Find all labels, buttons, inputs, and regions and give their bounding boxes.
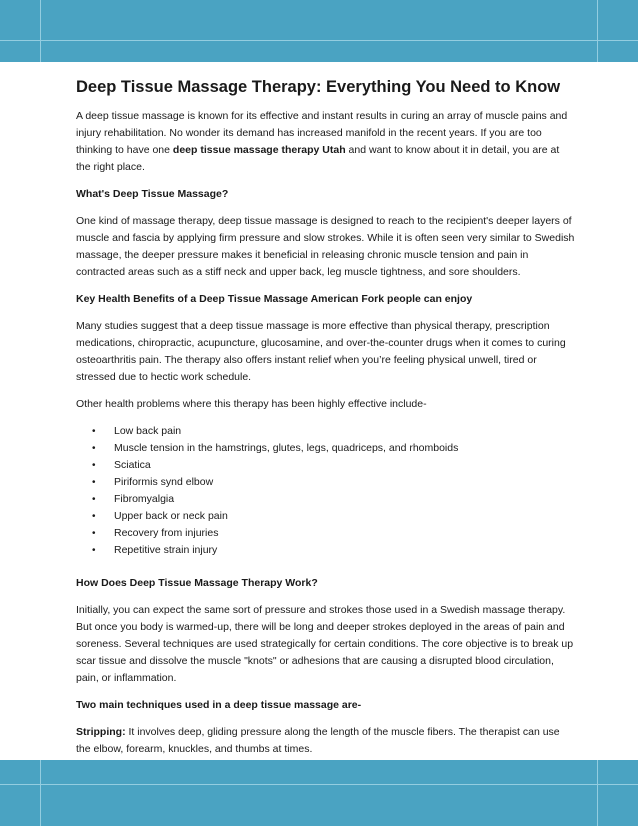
intro-text-after: and want to know about it in detail, you are at the right place.: [76, 144, 560, 173]
intro-text-before: A deep tissue massage is known for its effective and instant results in curing an array of muscle pains and injury rehabilitation. No wonder its demand has increased manifold in the recent years. If you are too thinking to have one: [76, 110, 568, 156]
intro-paragraph: [76, 108, 576, 176]
stripping-paragraph: [76, 724, 576, 758]
list-item: • Piriformis synd elbow: [76, 474, 576, 491]
health-problems-list: [76, 423, 576, 559]
bullet-icon: •: [92, 460, 96, 471]
techniques-heading: Two main techniques used in a deep tissue massage are-: [76, 699, 362, 711]
stripping-text: It involves deep, gliding pressure along the length of the muscle fibers. The therapist can use the elbow, forearm, knuckles, and thumbs at times.: [76, 726, 560, 755]
section-body-benefits: Many studies suggest that a deep tissue massage is more effective than physical therapy, prescription medications, chiropractic, acupuncture, glucosamine, and over-the-counter drugs when it comes to curing osteoarthritis pain. The therapy also offers instant relief when you’re feeling physical unwell, tired or stressed due to hectic work schedule.: [76, 320, 566, 383]
section-body-what: One kind of massage therapy, deep tissue massage is designed to reach to the recipient's deeper layers of muscle and fascia by applying firm pressure and slow strokes. While it is often seen very similar to Swedish massage, the deeper pressure makes it beneficial in releasing chronic muscle tension and pain in contracted areas such as a stiff neck and upper back, leg muscle tightness, and sore shoulders.: [76, 215, 575, 278]
list-intro: Other health problems where this therapy has been highly effective include-: [76, 398, 427, 410]
band-line: [0, 784, 638, 785]
band-line: [0, 40, 638, 41]
bullet-icon: •: [92, 443, 96, 454]
list-item: • Sciatica: [76, 457, 576, 474]
list-item: • Fibromyalgia: [76, 491, 576, 508]
bullet-icon: •: [92, 477, 96, 488]
section-heading-how: How Does Deep Tissue Massage Therapy Work?: [76, 577, 318, 589]
list-item: • Low back pain: [76, 423, 576, 440]
list-item: • Muscle tension in the hamstrings, glutes, legs, quadriceps, and rhomboids: [76, 440, 576, 457]
section-heading-benefits: Key Health Benefits of a Deep Tissue Massage American Fork people can enjoy: [76, 293, 473, 305]
bullet-icon: •: [92, 528, 96, 539]
intro-keyword-link[interactable]: deep tissue massage therapy Utah: [172, 144, 346, 156]
list-item: • Upper back or neck pain: [76, 508, 576, 525]
band-line: [597, 760, 598, 826]
bullet-icon: •: [92, 494, 96, 505]
document-page: [62, 62, 576, 760]
band-line: [40, 0, 41, 62]
list-item: • Repetitive strain injury: [76, 542, 576, 559]
bullet-icon: •: [92, 511, 96, 522]
bullet-icon: •: [92, 426, 96, 437]
list-item: • Recovery from injuries: [76, 525, 576, 542]
section-heading-what: What's Deep Tissue Massage?: [76, 188, 229, 200]
bottom-decorative-band: [0, 760, 638, 826]
top-decorative-band: [0, 0, 638, 62]
band-line: [597, 0, 598, 62]
band-line: [40, 760, 41, 826]
section-body-how: Initially, you can expect the same sort of pressure and strokes those used in a Swedish massage therapy. But once you body is warmed-up, there will be long and deeper strokes deployed in the areas of pain and soreness. Several techniques are used strategically for certain conditions. The core objective is to break up scar tissue and dissolve the muscle "knots" or adhesions that are causing a disrupted blood circulation, pain, or inflammation.: [76, 604, 574, 684]
document-content: [76, 76, 576, 768]
document-title: Deep Tissue Massage Therapy: Everything You Need to Know: [76, 78, 561, 96]
bullet-icon: •: [92, 545, 96, 556]
stripping-label: Stripping:: [76, 726, 126, 738]
